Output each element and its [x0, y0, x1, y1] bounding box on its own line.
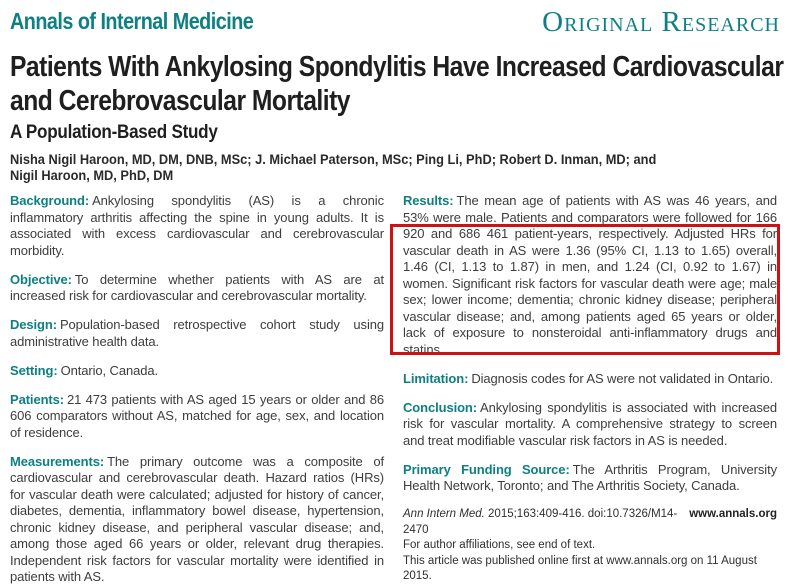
section-setting [10, 363, 384, 380]
section-label-background: Background: [10, 193, 90, 208]
section-text-setting: Ontario, Canada. [60, 362, 158, 378]
section-text-background: Ankylosing spondylitis (AS) is a chronic inflammatory arthritis affecting the spine in young adults. It is associated with excess cardiovascular and cerebrovascular morbidity. [10, 193, 384, 258]
section-conclusion [403, 400, 777, 450]
section-label-measurements: Measurements: [10, 453, 105, 469]
section-text-primary-funding-source: The Arthritis Program, University Health Network, Toronto; and The Arthritis Society, Canada. [403, 461, 777, 493]
authors-line-2: Nigil Haroon, MD, PhD, DM [10, 167, 174, 183]
section-label-design: Design: [10, 317, 57, 332]
article-subtitle: A Population-Based Study [10, 122, 218, 143]
section-label-results: Results: [403, 193, 454, 208]
section-label-objective: Objective: [10, 271, 72, 287]
section-text-design: Population-based retrospective cohort study using administrative health data. [10, 317, 384, 349]
section-results [403, 193, 777, 358]
article-title-line-1: Patients With Ankylosing Spondylitis Have Increased Cardiovascular [10, 51, 784, 83]
article-type-banner: Original Research [542, 6, 780, 38]
section-patients [10, 392, 384, 442]
title-block [10, 50, 784, 183]
section-label-conclusion: Conclusion: [403, 399, 478, 415]
citation-reference-rest: 2015;163:409-416. doi:10.7326/M14-2470 [403, 508, 678, 536]
authors-line-1: Nisha Nigil Haroon, MD, DM, DNB, MSc; J. Michael Paterson, MSc; Ping Li, PhD; Robert D. Inman, MD; and [10, 152, 657, 167]
section-limitation [403, 371, 777, 388]
citation-journal-name: Ann Intern Med. [403, 508, 485, 520]
abstract-left-column [10, 193, 384, 588]
section-design [10, 317, 384, 350]
section-label-limitation: Limitation: [403, 370, 469, 386]
citation-reference [403, 507, 689, 538]
section-primary-funding-source [403, 462, 777, 495]
journal-logo: Annals of Internal Medicine [10, 8, 254, 34]
section-text-patients: 21 473 patients with AS aged 15 years or older and 86 606 comparators without AS, matched for age, sex, and location of residence. [10, 391, 384, 440]
section-text-measurements: The primary outcome was a composite of cardiovascular and cerebrovascular death. Hazard ratios (HRs) for vascular death were calculated; adjusted for history of cancer, diabetes, dementia, inflammatory bowel disease, hypertension, chronic kidney disease, and peripheral vascular disease; and, among those aged 66 years or older, relevant drug therapies. Independent risk factors for vascular mortality were identified in patients with AS. [10, 453, 384, 584]
section-text-limitation: Diagnosis codes for AS were not validated in Ontario. [471, 370, 774, 386]
section-label-primary-funding-source: Primary Funding Source: [403, 461, 570, 477]
section-label-setting: Setting: [10, 362, 58, 378]
authors-block [10, 152, 778, 183]
citation-online-note: This article was published online first at www.annals.org on 11 August 2015. [403, 554, 757, 582]
annals-org-link[interactable]: www.annals.org [689, 508, 777, 520]
abstract-right-column [403, 193, 777, 588]
section-label-patients: Patients: [10, 391, 65, 407]
section-measurements [10, 454, 384, 586]
section-objective [10, 272, 384, 305]
section-background [10, 193, 384, 259]
section-text-conclusion: Ankylosing spondylitis is associated with increased risk for vascular mortality. A comprehensive strategy to screen and treat modifiable vascular risk factors in AS is needed. [403, 399, 777, 448]
section-text-objective: To determine whether patients with AS are at increased risk for cardiovascular and cerebrovascular mortality. [10, 271, 384, 303]
citation-block [403, 507, 777, 585]
abstract-columns [10, 193, 777, 588]
section-text-results: The mean age of patients with AS was 46 years, and 53% were male. Patients and comparators were followed for 166 920 and 686 461 patient-years, respectively. Adjusted HRs for vascular death in AS were 1.36 (95% CI, 1.13 to 1.65) overall, 1.46 (CI, 1.13 to 1.87) in men, and 1.24 (CI, 0.92 to 1.67) in women. Significant risk factors for vascular death were age; male sex; lower income; dementia; chronic kidney disease; peripheral vascular disease; and, among patients aged 65 years or older, lack of exposure to nonsteroidal anti-inflammatory drugs and statins. [403, 193, 777, 357]
article-title-line-2: and Cerebrovascular Mortality [10, 85, 351, 117]
citation-reference-line [403, 507, 777, 538]
citation-affiliations-note: For author affiliations, see end of text. [403, 539, 596, 551]
journal-header [10, 6, 782, 40]
